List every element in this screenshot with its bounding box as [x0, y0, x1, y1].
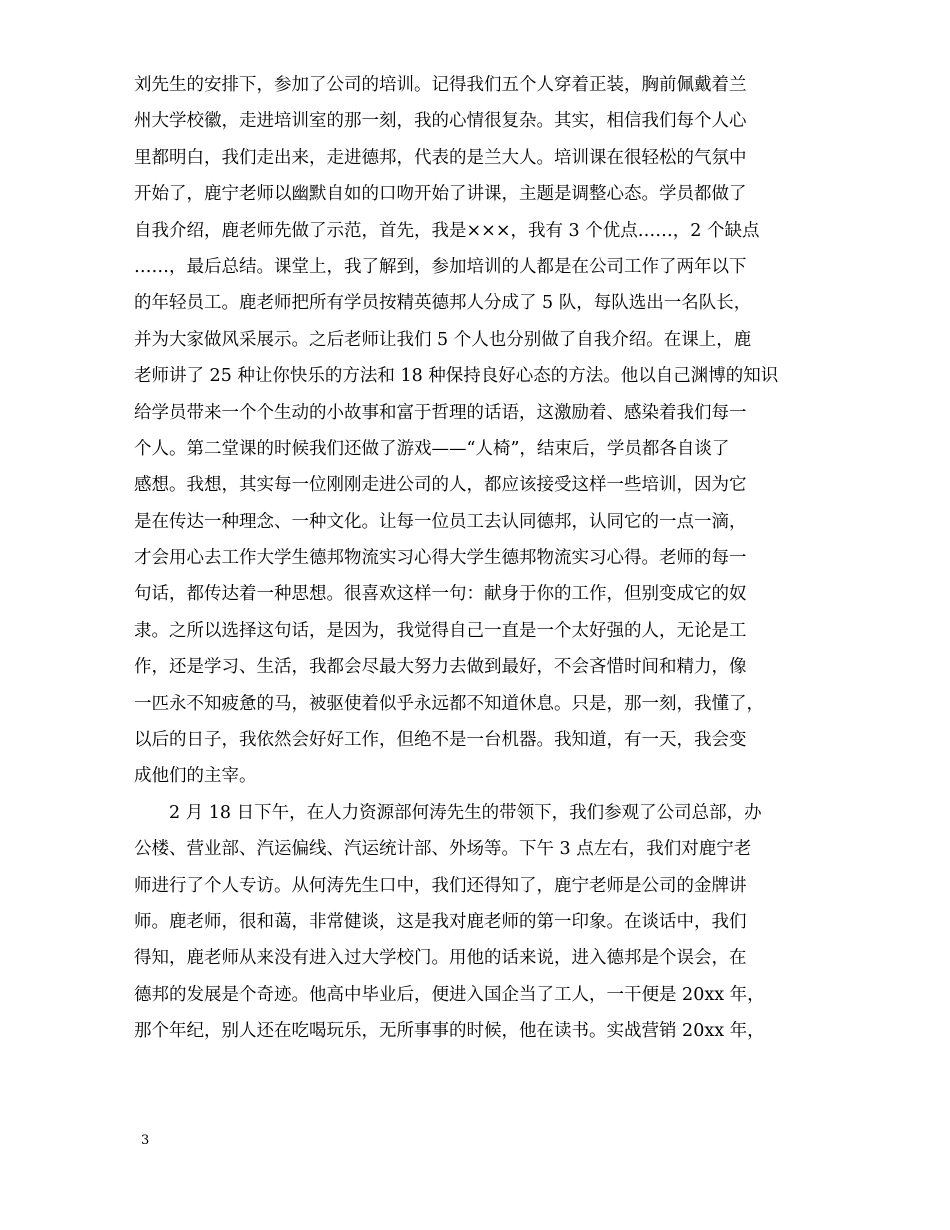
text-line: 德邦的发展是个奇迹。他高中毕业后，便进入国企当了工人，一干便是 20xx 年， [134, 984, 765, 1005]
text-line: 是在传达一种理念、一种文化。让每一位员工去认同德邦，认同它的一点一滴， [134, 511, 747, 532]
text-line: 一匹永不知疲惫的马，被驱使着似乎永远都不知道休息。只是，那一刻，我懂了， [134, 693, 764, 714]
text-line: 2 月 18 日下午，在人力资源部何涛先生的带领下，我们参观了公司总部，办 [134, 802, 762, 823]
text-line: 刘先生的安排下，参加了公司的培训。记得我们五个人穿着正装，胸前佩戴着兰 [134, 75, 747, 95]
text-line: 个人。第二堂课的时候我们还做了游戏——“人椅”，结束后，学员都各自谈了 [134, 438, 730, 459]
page-number: 3 [141, 1133, 150, 1148]
text-line: 感想。我想，其实每一位刚刚走进公司的人，都应该接受这样一些培训，因为它 [134, 475, 747, 496]
text-line: 并为大家做风采展示。之后老师让我们 5 个人也分别做了自我介绍。在课上，鹿 [134, 329, 752, 350]
text-line: ……，最后总结。课堂上，我了解到，参加培训的人都是在公司工作了两年以下 [134, 256, 747, 277]
text-line: 才会用心去工作大学生德邦物流实习心得大学生德邦物流实习心得。老师的每一 [134, 548, 747, 569]
text-line: 开始了，鹿宁老师以幽默自如的口吻开始了讲课，主题是调整心态。学员都做了 [134, 184, 747, 205]
text-line: 隶。之所以选择这句话，是因为，我觉得自己一直是一个太好强的人，无论是工 [134, 620, 747, 641]
text-line: 里都明白，我们走出来，走进德邦，代表的是兰大人。培训课在很轻松的气氛中 [134, 147, 747, 168]
text-line: 师进行了个人专访。从何涛先生口中，我们还得知了，鹿宁老师是公司的金牌讲 [134, 875, 747, 896]
text-line: 以后的日子，我依然会好好工作，但绝不是一台机器。我知道，有一天，我会变 [134, 730, 747, 751]
text-line: 句话，都传达着一种思想。很喜欢这样一句：献身于你的工作，但别变成它的奴 [134, 584, 747, 605]
text-line: 自我介绍，鹿老师先做了示范，首先，我是×××，我有 3 个优点……，2 个缺点 [134, 220, 760, 241]
text-line: 成他们的主宰。 [134, 766, 257, 787]
text-line: 给学员带来一个个生动的小故事和富于哲理的话语，这激励着、感染着我们每一 [134, 402, 747, 423]
text-line: 作，还是学习、生活，我都会尽最大努力去做到最好，不会吝惜时间和精力，像 [134, 657, 747, 678]
text-line: 得知，鹿老师从来没有进入过大学校门。用他的话来说，进入德邦是个误会，在 [134, 948, 747, 969]
text-line: 的年轻员工。鹿老师把所有学员按精英德邦人分成了 5 队，每队选出一名队长， [134, 293, 752, 314]
text-line: 老师讲了 25 种让你快乐的方法和 18 种保持良好心态的方法。他以自己渊博的知识 [134, 366, 779, 387]
text-line: 州大学校徽，走进培训室的那一刻，我的心情很复杂。其实，相信我们每个人心 [134, 111, 747, 132]
text-line: 那个年纪，别人还在吃喝玩乐，无所事事的时候，他在读书。实战营销 20xx 年， [134, 1021, 765, 1042]
text-line: 师。鹿老师，很和蔼，非常健谈，这是我对鹿老师的第一印象。在谈话中，我们 [134, 911, 747, 932]
text-line: 公楼、营业部、汽运偏线、汽运统计部、外场等。下午 3 点左右，我们对鹿宁老 [134, 839, 752, 860]
document-body [134, 67, 814, 1050]
